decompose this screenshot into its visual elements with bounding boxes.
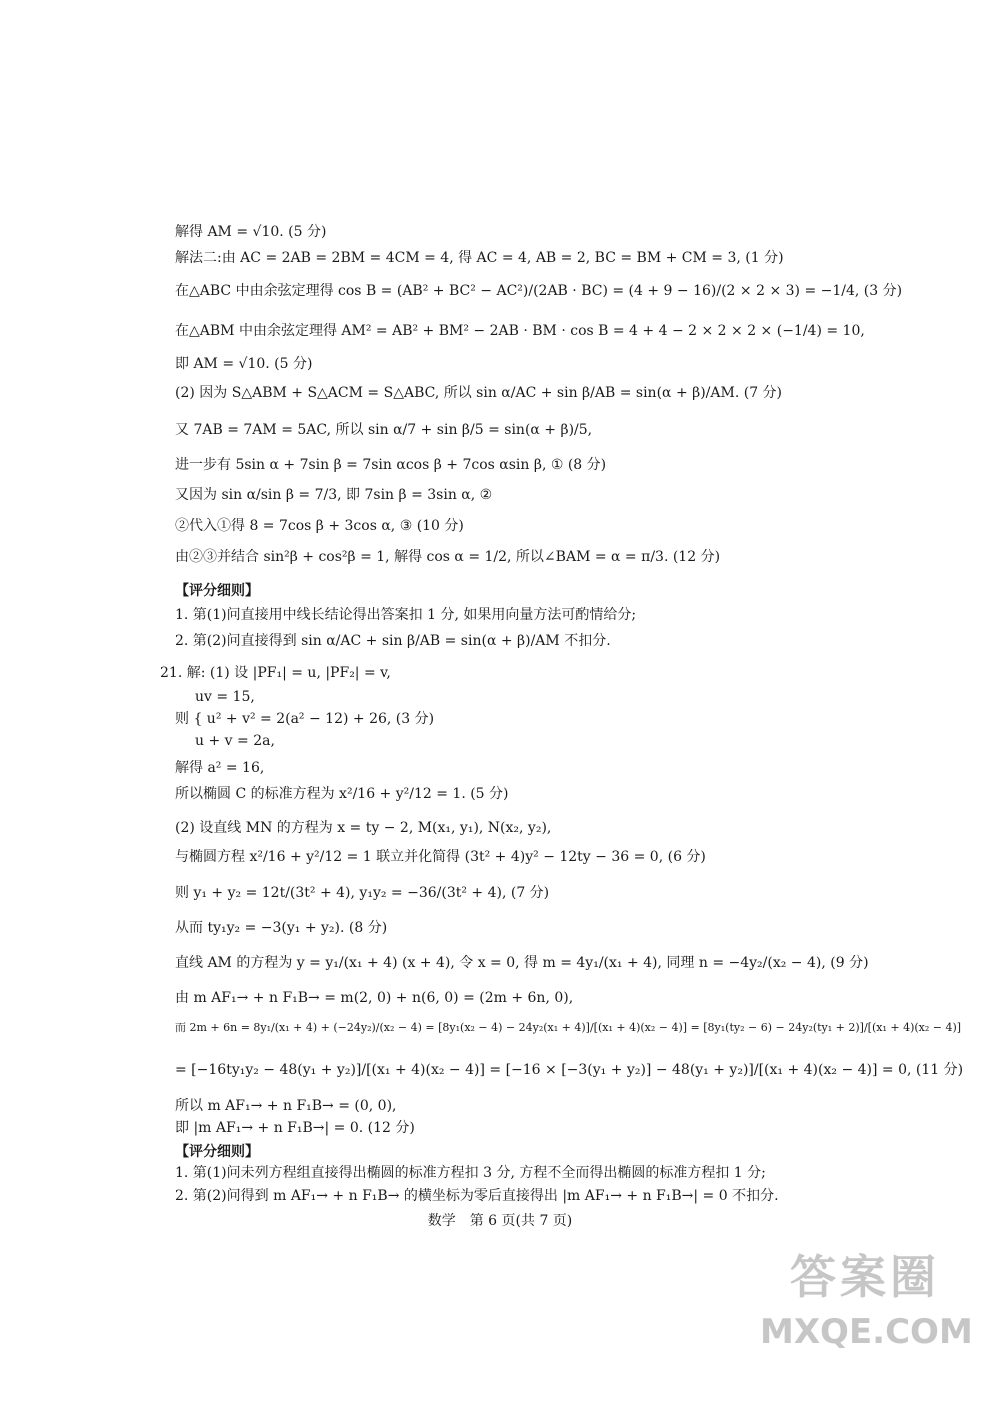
- text-line: 2. 第(2)问得到 m AF₁→ + n F₁B→ 的横坐标为零后直接得出 |m AF₁→ + n F₁B→| = 0 不扣分.: [175, 1188, 779, 1204]
- text-line: 与椭圆方程 x²/16 + y²/12 = 1 联立并化简得 (3t² + 4)y² − 12ty − 36 = 0, (6 分): [175, 849, 706, 865]
- text-line: 在△ABC 中由余弦定理得 cos B = (AB² + BC² − AC²)/(2AB · BC) = (4 + 9 − 16)/(2 × 2 × 3) = −1/4, (3 分): [175, 283, 903, 299]
- text-line: (2) 因为 S△ABM + S△ACM = S△ABC, 所以 sin α/AC + sin β/AB = sin(α + β)/AM. (7 分): [175, 385, 783, 401]
- text-line: 即 AM = √10. (5 分): [175, 356, 313, 372]
- watermark-en-text: MXQE.COM: [760, 1312, 973, 1352]
- text-line: ②代入①得 8 = 7cos β + 3cos α, ③ (10 分): [175, 518, 464, 534]
- text-line: 解得 AM = √10. (5 分): [175, 224, 327, 240]
- text-line: 所以椭圆 C 的标准方程为 x²/16 + y²/12 = 1. (5 分): [175, 786, 509, 802]
- text-line: 21. 解: (1) 设 |PF₁| = u, |PF₂| = v,: [160, 665, 391, 681]
- text-line: 又因为 sin α/sin β = 7/3, 即 7sin β = 3sin α, ②: [175, 487, 493, 503]
- text-line: 在△ABM 中由余弦定理得 AM² = AB² + BM² − 2AB · BM · cos B = 4 + 4 − 2 × 2 × 2 × (−1/4) = 10,: [175, 323, 865, 339]
- section-heading: 【评分细则】: [175, 1144, 259, 1160]
- text-line: 所以 m AF₁→ + n F₁B→ = (0, 0),: [175, 1098, 397, 1114]
- watermark-logo: [760, 1247, 973, 1387]
- text-line: (2) 设直线 MN 的方程为 x = ty − 2, M(x₁, y₁), N(x₂, y₂),: [175, 820, 552, 836]
- text-line: uv = 15,: [195, 689, 255, 705]
- text-line: 解得 a² = 16,: [175, 760, 265, 776]
- text-line: 进一步有 5sin α + 7sin β = 7sin αcos β + 7cos αsin β, ① (8 分): [175, 457, 607, 473]
- text-line: u + v = 2a,: [195, 733, 275, 749]
- text-line: 则 y₁ + y₂ = 12t/(3t² + 4), y₁y₂ = −36/(3t² + 4), (7 分): [175, 885, 550, 901]
- text-line: 从而 ty₁y₂ = −3(y₁ + y₂). (8 分): [175, 920, 388, 936]
- text-line: 2. 第(2)问直接得到 sin α/AC + sin β/AB = sin(α + β)/AM 不扣分.: [175, 633, 611, 649]
- text-line: 则 { u² + v² = 2(a² − 12) + 26, (3 分): [175, 711, 435, 727]
- page-footer: 数学 第 6 页(共 7 页): [427, 1213, 573, 1229]
- text-line: 即 |m AF₁→ + n F₁B→| = 0. (12 分): [175, 1120, 415, 1136]
- text-line: 而 2m + 6n = 8y₁/(x₁ + 4) + (−24y₂)/(x₂ − 4) = [8y₁(x₂ − 4) − 24y₂(x₁ + 4)]/[(x₁ + 4)(x₂ − 4)] = [8y₁(ty₂ − 6) − 24y₂(ty₁ + 2)]/[(x₁ + 4)(x₂ − 4)]: [175, 1021, 962, 1034]
- watermark-cn-text: 答案圈: [790, 1250, 940, 1304]
- section-heading: 【评分细则】: [175, 583, 259, 599]
- text-line: = [−16ty₁y₂ − 48(y₁ + y₂)]/[(x₁ + 4)(x₂ − 4)] = [−16 × [−3(y₁ + y₂)] − 48(y₁ + y₂)]/[(x₁ + 4)(x₂ − 4)] = 0, (11 分): [175, 1062, 964, 1078]
- text-line: 由 m AF₁→ + n F₁B→ = m(2, 0) + n(6, 0) = (2m + 6n, 0),: [175, 990, 574, 1006]
- text-line: 1. 第(1)问未列方程组直接得出椭圆的标准方程扣 3 分, 方程不全而得出椭圆的标准方程扣 1 分;: [175, 1165, 766, 1181]
- text-line: 直线 AM 的方程为 y = y₁/(x₁ + 4) (x + 4), 令 x = 0, 得 m = 4y₁/(x₁ + 4), 同理 n = −4y₂/(x₂ − 4), (9 分): [175, 955, 869, 971]
- text-line: 由②③并结合 sin²β + cos²β = 1, 解得 cos α = 1/2, 所以∠BAM = α = π/3. (12 分): [175, 549, 721, 565]
- text-line: 又 7AB = 7AM = 5AC, 所以 sin α/7 + sin β/5 = sin(α + β)/5,: [175, 422, 593, 438]
- text-line: 1. 第(1)问直接用中线长结论得出答案扣 1 分, 如果用向量方法可酌情给分;: [175, 607, 637, 623]
- text-line: 解法二:由 AC = 2AB = 2BM = 4CM = 4, 得 AC = 4, AB = 2, BC = BM + CM = 3, (1 分): [175, 250, 784, 266]
